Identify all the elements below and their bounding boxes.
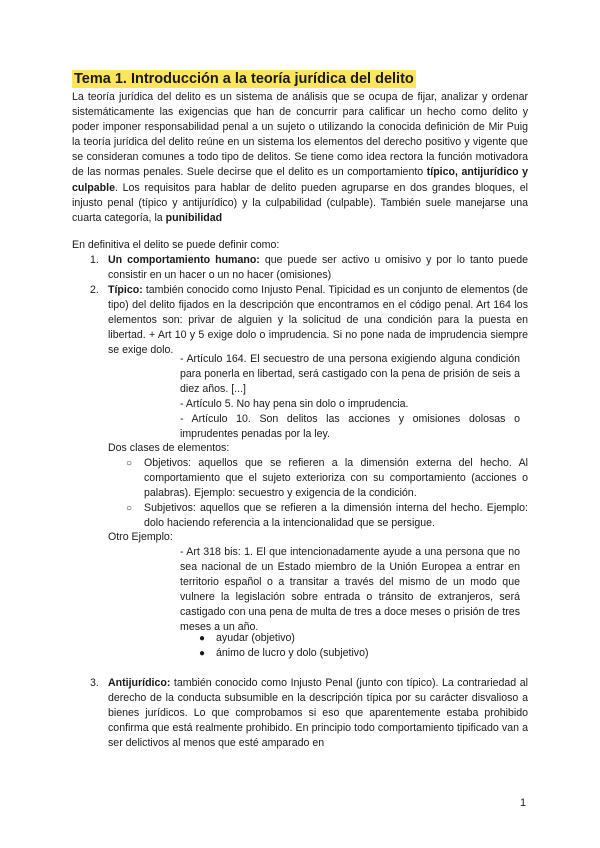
list-item-text: también conocido como Injusto Penal (junto con típico). La contrariedad al derecho de la conducta subsumible en la descripción típica por su carácter disvalioso a bienes jurídicos. Lo que comprobamos si eso que aparentemente estaba prohibido confirma que está realmente prohibido. En principio todo comportamiento tipificado van a ser delictivos al menos que esté amparado en: [108, 677, 528, 750]
list-item-text: también conocido como Injusto Penal. Tipicidad es un conjunto de elementos (de tipo) del delito fijados en la descripción que encontramos en el código penal. Art 164 los elementos son: privar de alguien y la solicitud de una condición para la puesta en libertad. + Art 10 y 5 exige dolo o imprudencia. Si no pone nada de imprudencia siempre se exige dolo.: [108, 284, 528, 357]
list-item-label: Típico:: [108, 284, 143, 296]
hollow-bullet-icon: ○: [126, 458, 133, 469]
page-number: 1: [520, 797, 527, 809]
article-quote-164: - Artículo 164. El secuestro de una persona exigiendo alguna condición para ponerla en libertad, será castigado con la pena de prisión de seis a diez años. [...]: [180, 353, 520, 396]
article-quote-5: - Artículo 5. No hay pena sin dolo o imprudencia.: [180, 398, 409, 410]
intro-text-2: . Los requisitos para hablar de delito pueden agruparse en dos grandes bloques, el injusto penal (típico y antijurídico) y la culpabilidad (culpable). También suele manejarse una cuarta categoría, la: [72, 181, 528, 224]
intro-paragraph: [72, 90, 528, 226]
example-bullet-item: ayudar (objetivo): [216, 632, 295, 644]
list-item-label: Antijurídico:: [108, 677, 171, 689]
list-item-label: Un comportamiento humano:: [108, 254, 260, 266]
intro-bold-2: punibilidad: [165, 211, 223, 224]
definition-lead: En definitiva el delito se puede definir como:: [72, 239, 280, 251]
list-item: [108, 676, 528, 751]
list-number: 3.: [90, 677, 99, 689]
element-class-item: Objetivos: aquellos que se refieren a la dimensión externa del hecho. Al comportamiento que el sujeto exterioriza con su comportamiento (acciones o palabras). Ejemplo: secuestro y exigencia de la condición.: [144, 457, 528, 500]
intro-text-1: La teoría jurídica del delito es un sistema de análisis que se ocupa de fijar, analizar y ordenar sistemáticamente las exigencias que han de concurrir para calificar un hecho como delito y poder imponer responsabilidad penal a un sujeto o utilizando la conocida definición de Mir Puig la teoría jurídica del delito reúne en un sistema los elementos del derecho positivo y vigente que se consideran comunes a todo tipo de delitos. Se tiene como idea rectora la función motivadora de las normas penales. Suele decirse que el delito es un comportamiento: [72, 91, 528, 179]
example-bullet-item: ánimo de lucro y dolo (subjetivo): [216, 647, 369, 659]
article-quote-318: - Art 318 bis: 1. El que intencionadamente ayude a una persona que no sea nacional de un Estado miembro de la Unión Europea a entrar en territorio español o a transitar a través del mismo de un modo que vulnere la legislación sobre entrada o tránsito de extranjeros, será castigado con una pena de multa de tres a doce meses o prisión de tres meses a un año.: [180, 546, 520, 634]
bullet-icon: ●: [199, 633, 206, 644]
hollow-bullet-icon: ○: [126, 503, 133, 514]
list-item: [108, 253, 528, 283]
element-class-item: Subjetivos: aquellos que se refieren a la dimensión interna del hecho. Ejemplo: dolo haciendo referencia a la intencionalidad que se persigue.: [144, 502, 528, 530]
list-item-text: que puede ser activo u omisivo y por lo tanto puede consistir en un hacer o un no hacer (omisiones): [108, 254, 529, 282]
list-number: 1.: [90, 254, 99, 266]
article-quote-10: - Artículo 10. Son delitos las acciones y omisiones dolosas o imprudentes penadas por la ley.: [180, 413, 520, 441]
page-title: Tema 1. Introducción a la teoría jurídica del delito: [74, 71, 414, 87]
list-number: 2.: [90, 284, 99, 296]
other-example-heading: Otro Ejemplo:: [108, 531, 173, 543]
two-classes-heading: Dos clases de elementos:: [108, 442, 230, 454]
bullet-icon: ●: [199, 648, 206, 659]
list-item: [108, 283, 528, 358]
intro-bold-1: típico, antijurídico y culpable: [72, 166, 528, 194]
